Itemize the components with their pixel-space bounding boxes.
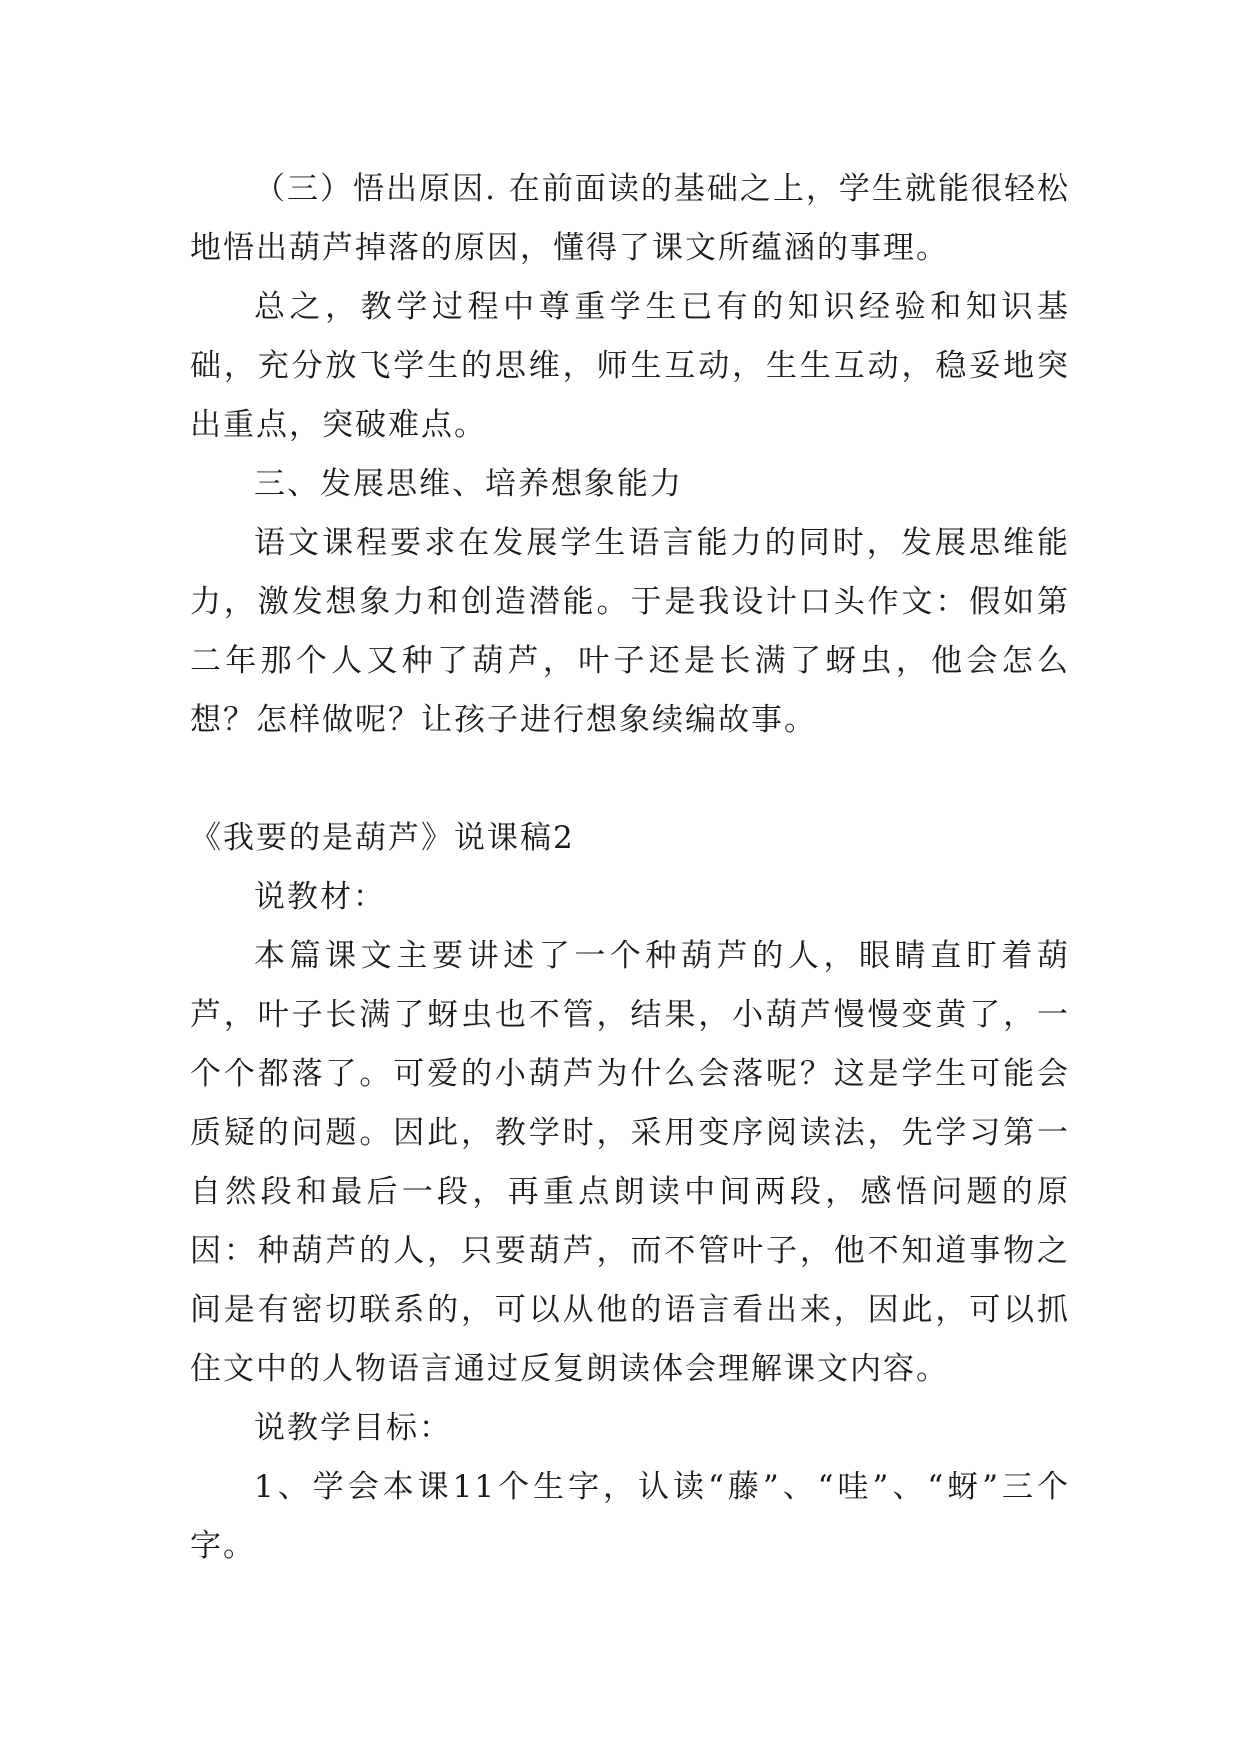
document-body [190,160,1070,1576]
paragraph-imagination: 语文课程要求在发展学生语言能力的同时，发展思维能力，激发想象力和创造潜能。于是我设计口头作文：假如第二年那个人又种了葫芦，叶子还是长满了蚜虫，他会怎么想？怎样做呢？让孩子进行想象续编故事。 [190,525,1070,738]
label-teaching-goals: 说教学目标： [254,1410,452,1446]
paragraph-goal-1: 1、学会本课11个生字，认读“藤”、“哇”、“蚜”三个字。 [190,1469,1070,1564]
paragraph-reason: （三）悟出原因. 在前面读的基础之上，学生就能很轻松地悟出葫芦掉落的原因，懂得了课文所蕴涵的事理。 [190,171,1070,266]
paragraph-summary: 总之，教学过程中尊重学生已有的知识经验和知识基础，充分放飞学生的思维，师生互动，生生互动，稳妥地突出重点，突破难点。 [190,289,1070,443]
label-textbook: 说教材： [254,879,386,915]
section-heading-thinking: 三、发展思维、培养想象能力 [254,466,683,502]
paragraph-textbook: 本篇课文主要讲述了一个种葫芦的人，眼睛直盯着葫芦，叶子长满了蚜虫也不管，结果，小葫芦慢慢变黄了，一个个都落了。可爱的小葫芦为什么会落呢？这是学生可能会质疑的问题。因此，教学时，采用变序阅读法，先学习第一自然段和最后一段，再重点朗读中间两段，感悟问题的原因：种葫芦的人，只要葫芦，而不管叶子，他不知道事物之间是有密切联系的，可以从他的语言看出来，因此，可以抓住文中的人物语言通过反复朗读体会理解课文内容。 [190,938,1070,1387]
document-title-2: 《我要的是葫芦》说课稿2 [190,820,575,856]
section-spacer [190,750,1070,809]
